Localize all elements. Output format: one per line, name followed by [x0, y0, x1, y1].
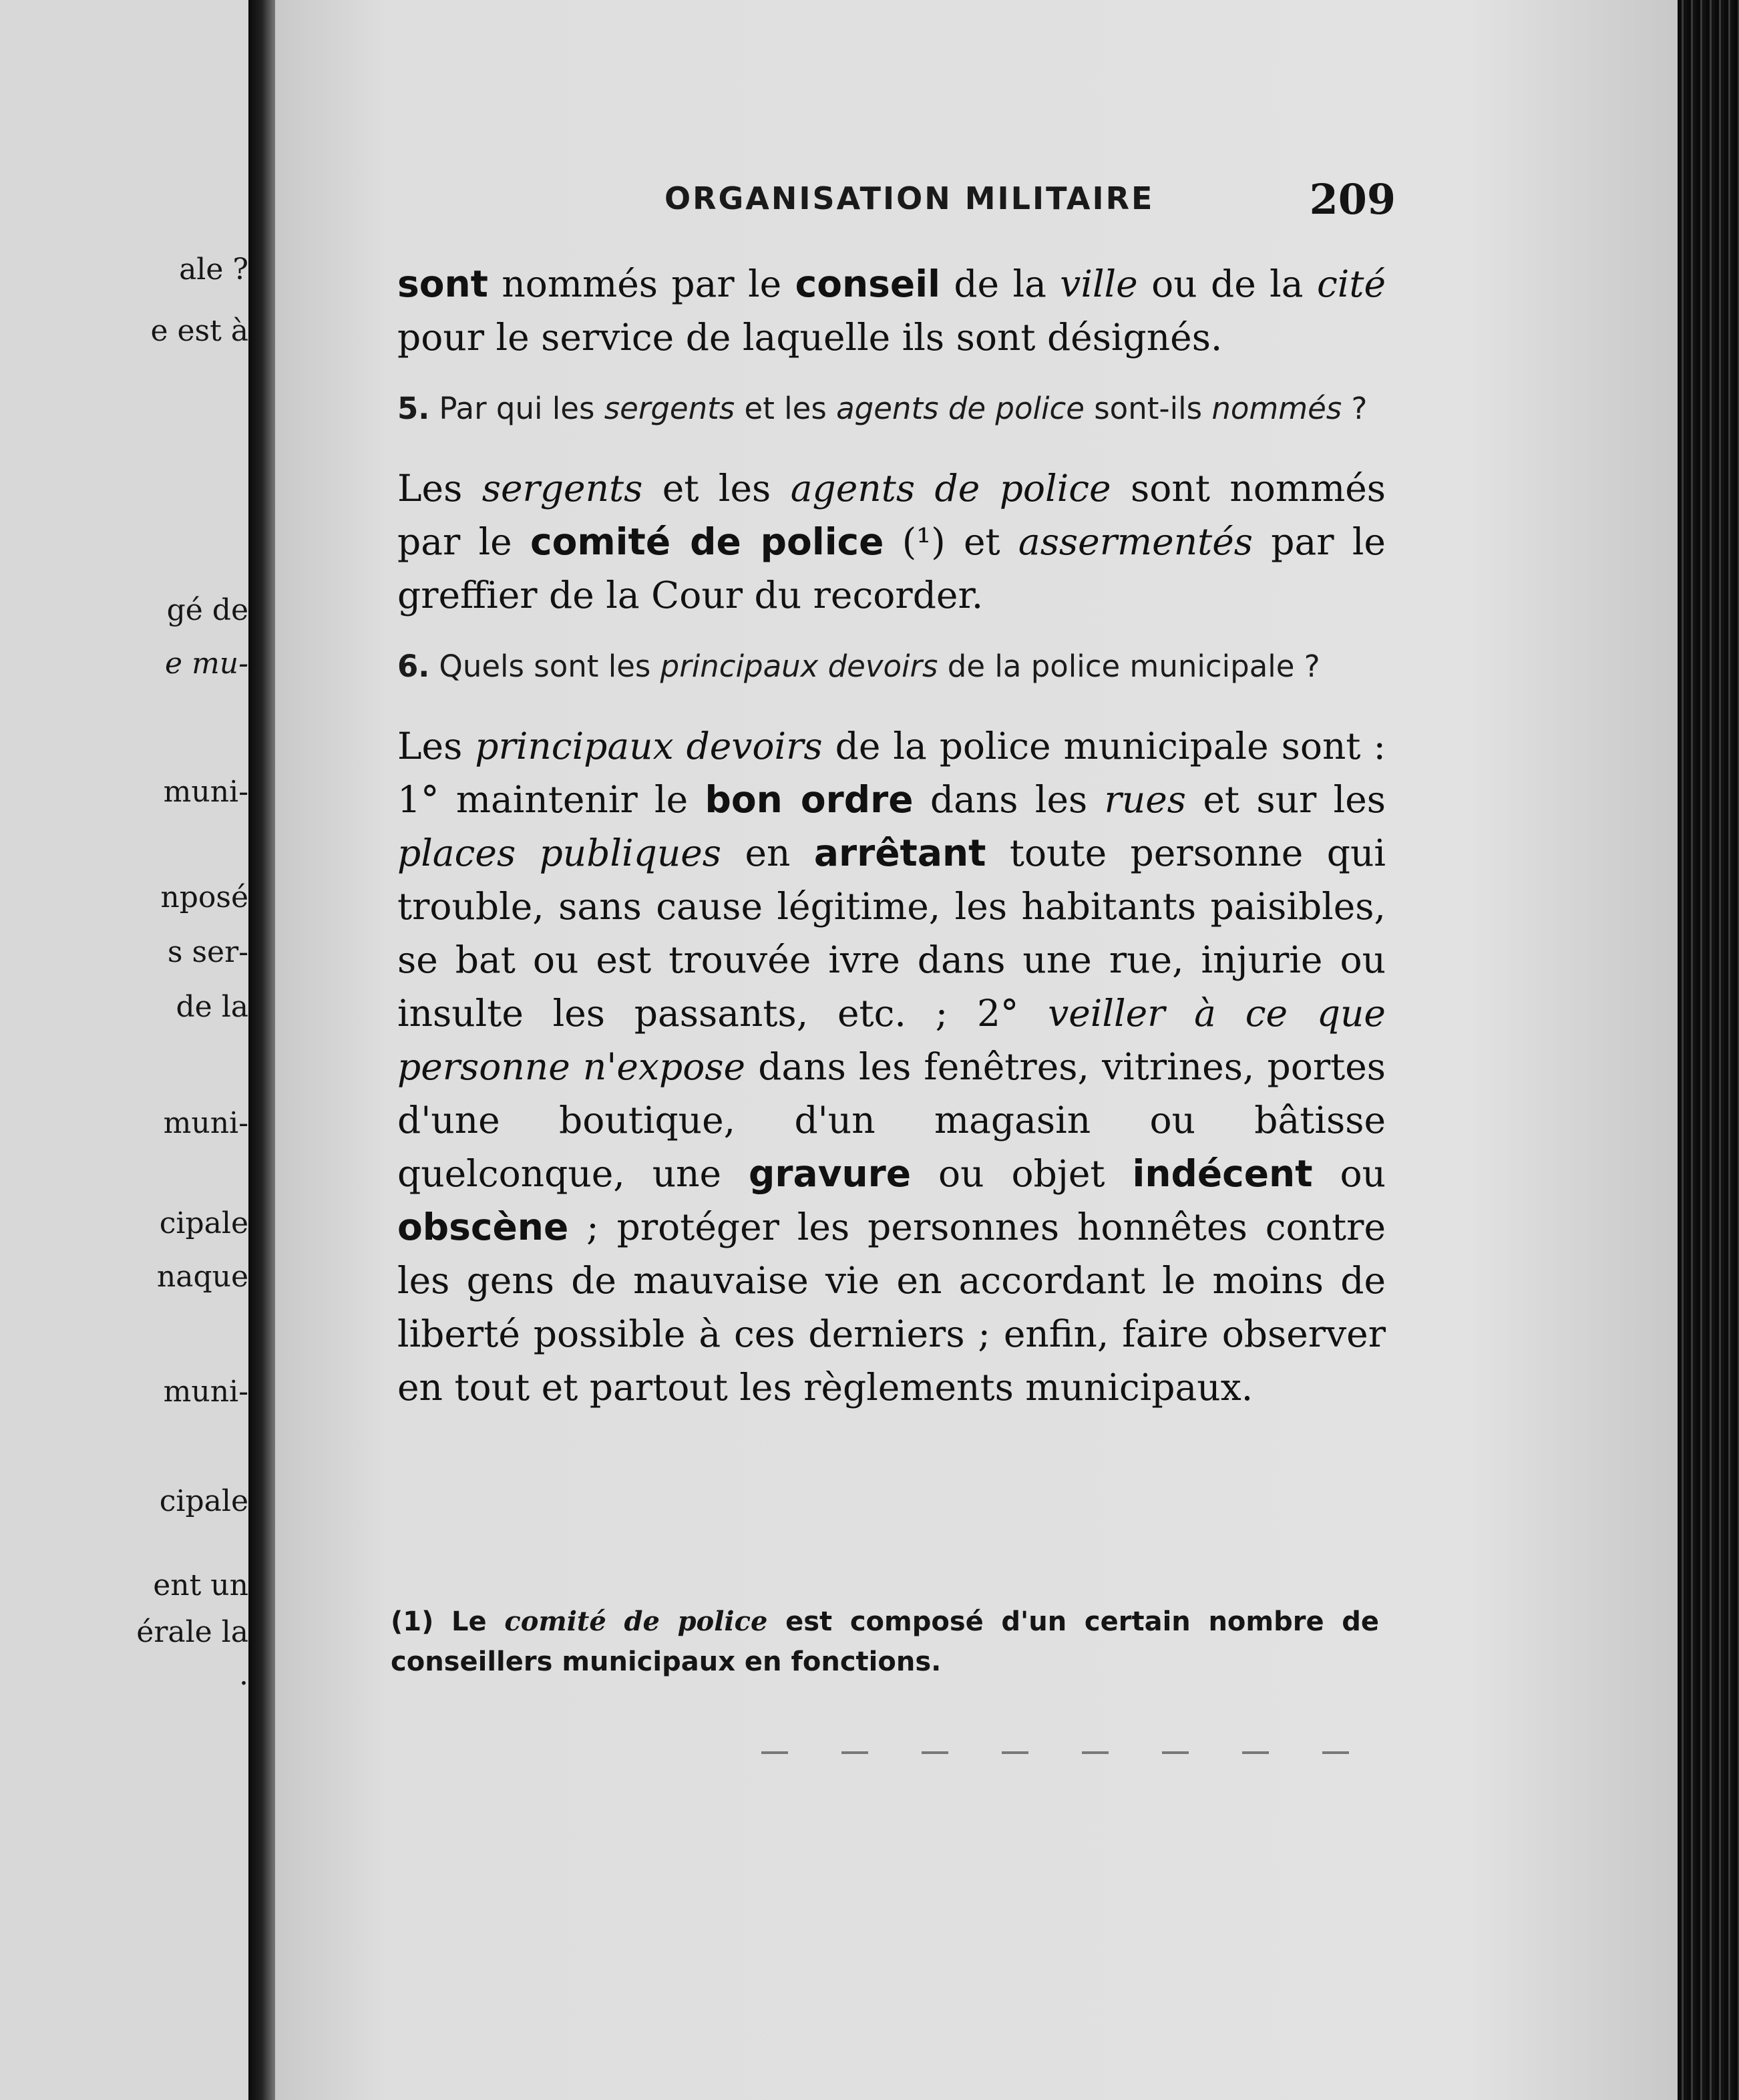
text: dans les fenêtres, vitrines, portes d'une boutique, d'un magasin ou bâtisse quelconque, une	[397, 1045, 1386, 1195]
bold-text: bon ordre	[705, 778, 914, 821]
italic-text: nommés	[1211, 391, 1342, 426]
question-6	[397, 646, 1386, 687]
paragraph-2	[397, 462, 1386, 622]
page-header	[384, 175, 1396, 228]
text: sont-ils	[1084, 391, 1212, 426]
book-gutter	[248, 0, 275, 2100]
left-fragment: gé de	[166, 593, 248, 627]
footnote	[391, 1602, 1379, 1682]
italic-text: veiller à ce que personne n'expose	[397, 992, 1386, 1088]
page-body	[397, 257, 1386, 1414]
left-fragment: érale la	[136, 1615, 248, 1649]
italic-text: ville	[1060, 262, 1138, 305]
italic-text: comité de police	[504, 1606, 768, 1637]
bold-text: comité de police	[530, 520, 884, 563]
text: toute personne qui trouble, sans cause légitime, les habitants paisibles, se bat ou est trouvée ivre dans une rue, injurie ou insulte les passants, etc. ; 2°	[397, 832, 1386, 1035]
question-number: 6.	[397, 649, 430, 684]
text: ?	[1342, 391, 1368, 426]
bold-text: indécent	[1132, 1152, 1313, 1195]
text: nommés par le	[488, 262, 795, 305]
left-fragment: de la	[176, 990, 248, 1024]
page-number: 209	[1309, 175, 1396, 224]
bold-text: conseil	[795, 262, 940, 305]
running-title: ORGANISATION MILITAIRE	[664, 180, 1155, 216]
bold-text: sont	[397, 262, 488, 305]
text: ; protéger les personnes honnêtes contre les gens de mauvaise vie en accordant le moins de liberté possible à ces derniers ; enfin, faire observer en tout et partout les règlements municipaux.	[397, 1206, 1386, 1409]
italic-text: places publiques	[397, 832, 722, 874]
decorative-rule	[761, 1751, 1362, 1754]
question-5	[397, 388, 1386, 429]
bold-text: gravure	[749, 1152, 912, 1195]
text: pour le service de laquelle ils sont désignés.	[397, 316, 1223, 359]
italic-text: agents de police	[790, 467, 1111, 510]
text: sont nommés par le	[397, 467, 1386, 563]
text: et les	[642, 467, 791, 510]
left-fragment: .	[239, 1658, 248, 1692]
bold-text: arrêtant	[813, 832, 986, 874]
italic-text: assermentés	[1018, 520, 1253, 563]
italic-text: sergents	[604, 391, 735, 426]
text: Par qui les	[439, 391, 604, 426]
facing-page-fragment	[0, 0, 248, 2100]
left-fragment: ent un	[153, 1568, 248, 1602]
text: Les	[397, 725, 475, 767]
text: ou	[1312, 1152, 1386, 1195]
text: de la police municipale sont : 1° maintenir le	[397, 725, 1386, 821]
text: par le greffier de la Cour du recorder.	[397, 520, 1386, 617]
left-fragment: cipale	[159, 1206, 248, 1240]
paragraph-3	[397, 719, 1386, 1414]
text: est composé d'un certain nombre de conseillers municipaux en fonctions.	[391, 1606, 1380, 1677]
text: Les	[397, 467, 482, 510]
left-fragment: e est à	[150, 314, 248, 348]
text: Quels sont les	[439, 649, 660, 684]
text: et les	[735, 391, 837, 426]
italic-text: sergents	[481, 467, 643, 510]
text: (¹) et	[884, 520, 1018, 563]
left-fragment: ale ?	[179, 252, 248, 287]
left-fragment: naque	[156, 1260, 248, 1294]
page-edges	[1678, 0, 1739, 2100]
italic-text: cité	[1316, 262, 1386, 305]
text: de la police municipale ?	[938, 649, 1320, 684]
left-fragment: s ser-	[167, 935, 248, 969]
question-number: 5.	[397, 391, 430, 426]
left-fragment: e mu-	[165, 647, 248, 681]
left-fragment: muni-	[163, 1106, 248, 1140]
left-fragment: nposé	[160, 880, 248, 914]
left-fragment: muni-	[163, 775, 248, 809]
text: ou de la	[1137, 262, 1317, 305]
text: (1) Le	[391, 1606, 505, 1637]
text: de la	[940, 262, 1060, 305]
italic-text: agents de police	[836, 391, 1085, 426]
bold-text: obscène	[397, 1206, 569, 1248]
italic-text: principaux devoirs	[660, 649, 938, 684]
footnote-area	[391, 1602, 1379, 1682]
paragraph-1	[397, 257, 1386, 364]
italic-text: rues	[1104, 778, 1187, 821]
text: et sur les	[1186, 778, 1386, 821]
left-fragment: muni-	[163, 1375, 248, 1409]
text: dans les	[913, 778, 1105, 821]
italic-text: principaux devoirs	[475, 725, 823, 767]
text: en	[721, 832, 814, 874]
text: ou objet	[911, 1152, 1133, 1195]
left-fragment: cipale	[159, 1484, 248, 1518]
